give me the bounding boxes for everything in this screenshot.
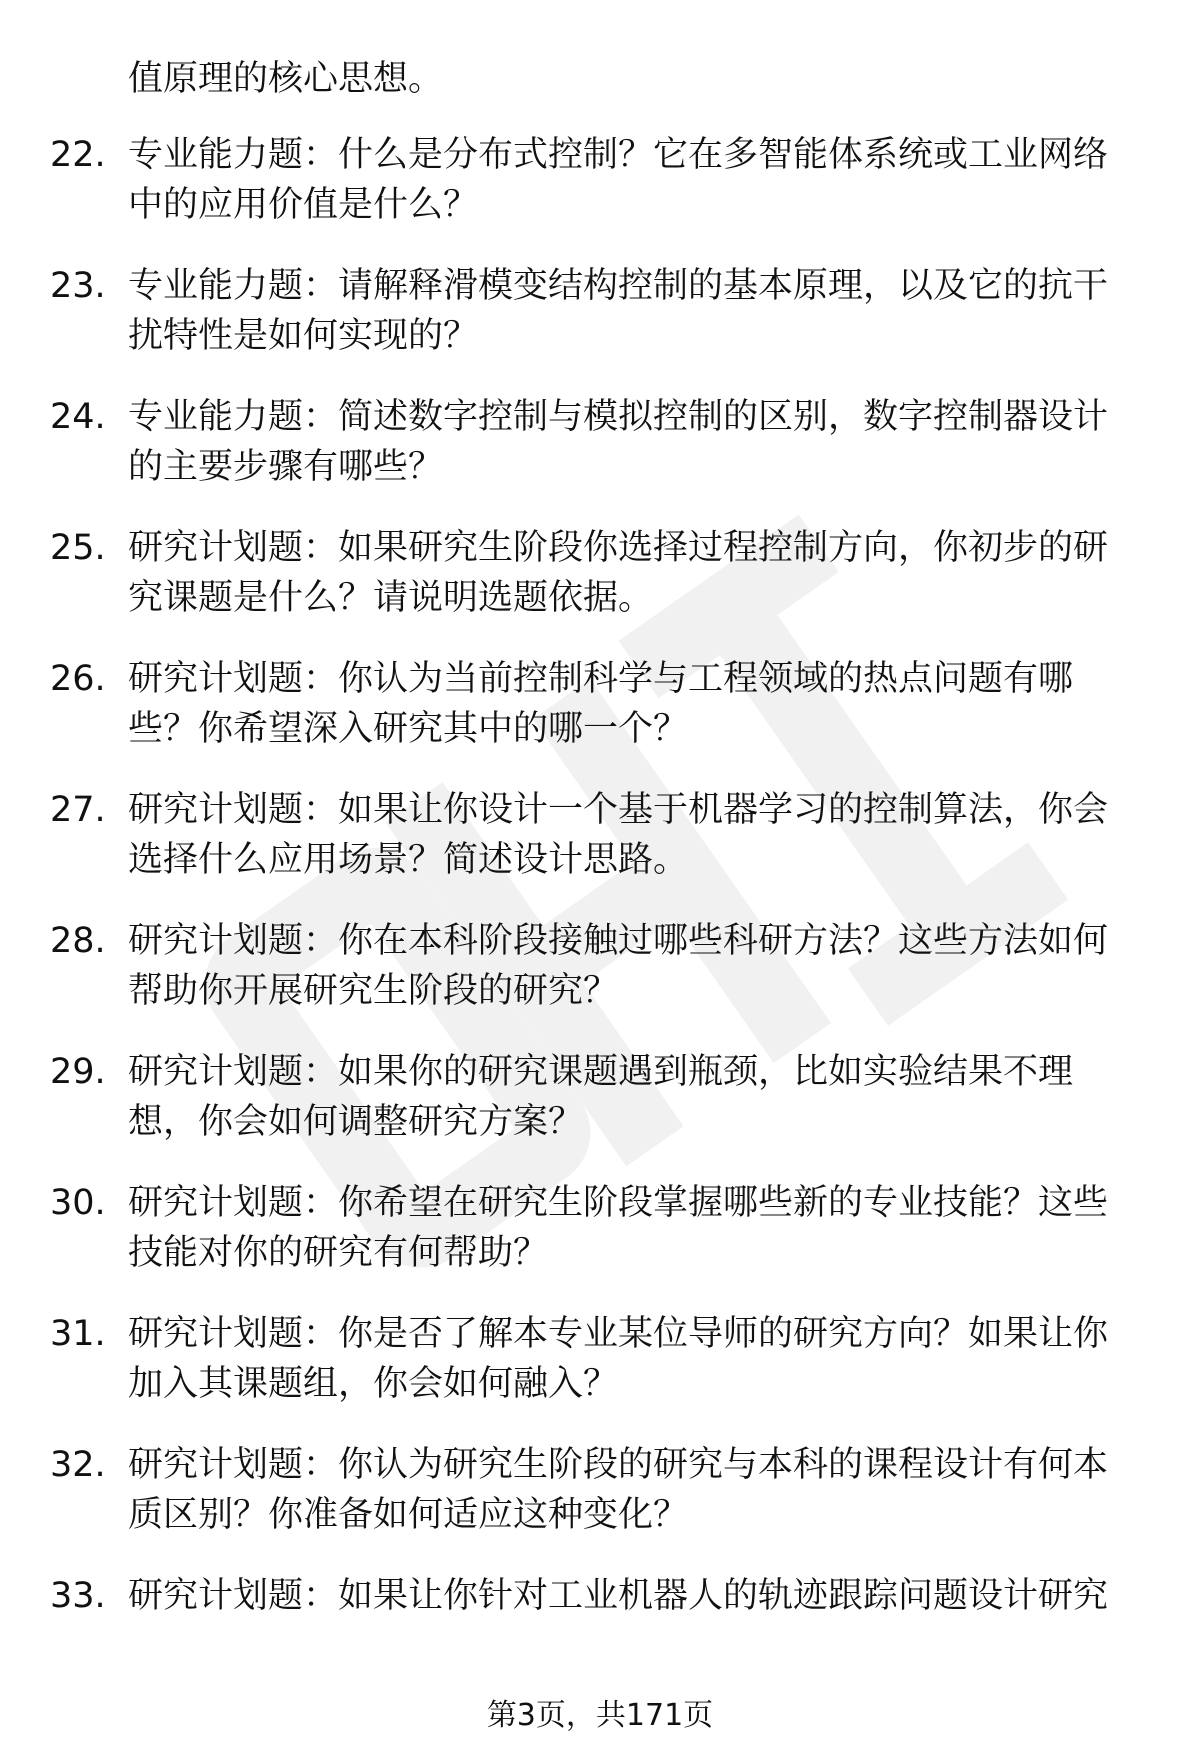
question-text xyxy=(128,1440,1148,1540)
question-item xyxy=(0,1571,1200,1702)
question-number: 29. xyxy=(50,1052,106,1092)
question-text-line: 研究计划题：如果你的研究课题遇到瓶颈，比如实验结果不理 xyxy=(128,1052,1074,1092)
question-number: 23. xyxy=(50,266,106,306)
question-text-line: 专业能力题：简述数字控制与模拟控制的区别，数字控制器设计 xyxy=(128,397,1109,437)
question-item xyxy=(0,654,1200,785)
question-text xyxy=(128,1309,1148,1409)
question-number: 31. xyxy=(50,1314,106,1354)
question-item xyxy=(0,1047,1200,1178)
question-text-line: 专业能力题：请解释滑模变结构控制的基本原理，以及它的抗干 xyxy=(128,266,1109,306)
question-text xyxy=(128,654,1148,754)
question-text-line: 扰特性是如何实现的？ xyxy=(128,316,479,356)
question-text-line: 中的应用价值是什么？ xyxy=(128,185,479,225)
question-text-line: 究课题是什么？请说明选题依据。 xyxy=(128,578,654,618)
question-text-line: 想，你会如何调整研究方案？ xyxy=(128,1102,584,1142)
question-number: 26. xyxy=(50,659,106,699)
question-text-line: 选择什么应用场景？简述设计思路。 xyxy=(128,840,689,880)
question-text-line: 研究计划题：如果研究生阶段你选择过程控制方向，你初步的研 xyxy=(128,528,1109,568)
question-text-line: 研究计划题：如果让你针对工业机器人的轨迹跟踪问题设计研究 xyxy=(128,1576,1109,1616)
question-number: 24. xyxy=(50,397,106,437)
question-item xyxy=(0,130,1200,261)
question-number: 33. xyxy=(50,1576,106,1616)
question-text xyxy=(128,130,1148,230)
question-text-line: 研究计划题：你在本科阶段接触过哪些科研方法？这些方法如何 xyxy=(128,921,1109,961)
question-text-line: 研究计划题：你认为当前控制科学与工程领域的热点问题有哪 xyxy=(128,659,1074,699)
question-number: 22. xyxy=(50,135,106,175)
question-number: 28. xyxy=(50,921,106,961)
question-text xyxy=(128,916,1148,1016)
question-item xyxy=(0,1440,1200,1571)
question-text xyxy=(128,1178,1148,1278)
question-item xyxy=(0,1178,1200,1309)
question-text-line: 研究计划题：你希望在研究生阶段掌握哪些新的专业技能？这些 xyxy=(128,1183,1109,1223)
question-item xyxy=(0,392,1200,523)
page-footer: 第3页，共171页 xyxy=(486,1698,714,1733)
question-text-line: 技能对你的研究有何帮助？ xyxy=(128,1233,549,1273)
question-text-line: 帮助你开展研究生阶段的研究？ xyxy=(128,971,619,1011)
question-list xyxy=(0,130,1200,1702)
question-item xyxy=(0,1309,1200,1440)
question-text xyxy=(128,523,1148,623)
question-text-line: 研究计划题：你认为研究生阶段的研究与本科的课程设计有何本 xyxy=(128,1445,1109,1485)
question-item xyxy=(0,785,1200,916)
question-text-line: 加入其课题组，你会如何融入？ xyxy=(128,1364,619,1404)
question-text xyxy=(128,392,1148,492)
continuation-text: 值原理的核心思想。 xyxy=(128,59,444,99)
question-text-line: 研究计划题：你是否了解本专业某位导师的研究方向？如果让你 xyxy=(128,1314,1109,1354)
question-number: 25. xyxy=(50,528,106,568)
question-text xyxy=(128,785,1148,885)
question-text-line: 专业能力题：什么是分布式控制？它在多智能体系统或工业网络 xyxy=(128,135,1109,175)
question-text-line: 质区别？你准备如何适应这种变化？ xyxy=(128,1495,689,1535)
question-number: 27. xyxy=(50,790,106,830)
question-text-line: 的主要步骤有哪些？ xyxy=(128,447,444,487)
question-text xyxy=(128,261,1148,361)
question-number: 32. xyxy=(50,1445,106,1485)
question-item xyxy=(0,916,1200,1047)
question-item xyxy=(0,261,1200,392)
question-number: 30. xyxy=(50,1183,106,1223)
question-text-line: 些？你希望深入研究其中的哪一个？ xyxy=(128,709,689,749)
question-item xyxy=(0,523,1200,654)
question-text-line: 研究计划题：如果让你设计一个基于机器学习的控制算法，你会 xyxy=(128,790,1109,830)
question-text xyxy=(128,1047,1148,1147)
question-text xyxy=(128,1571,1148,1621)
